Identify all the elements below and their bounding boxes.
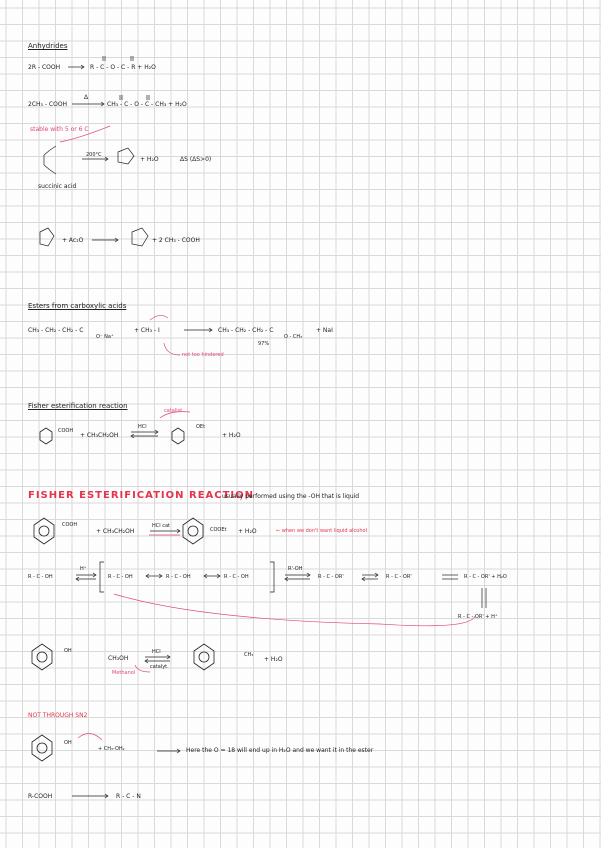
fb-condition: HCl cat [152, 523, 171, 529]
sn2-reagent: + CH₃-OH₂ [98, 746, 125, 752]
rxn3-water: + H₂O [140, 156, 159, 163]
fisher-small-acid: COOH [58, 428, 74, 434]
mech-tetrahedral-2: R - C - OR' [386, 574, 412, 580]
rxn3-entropy-note: ΔS (ΔS>0) [180, 156, 212, 163]
catalyst-note: catalist [164, 408, 183, 414]
esters-heading: Esters from carboxylic acids [28, 302, 127, 310]
mech-resonance-3: R - C - OH [224, 574, 249, 580]
fb-note: ← when we don't want liquid alcohol [276, 528, 367, 534]
benzoic-oh: OH [64, 648, 72, 654]
fb-acid: COOH [62, 522, 78, 528]
fisher-small-byproduct: + H₂O [222, 432, 241, 439]
methanol-formula: CH₃OH [108, 655, 129, 662]
cond2-bottom: catalyt. [150, 664, 169, 670]
fb-byproduct: + H₂O [238, 528, 257, 535]
rxn4-right: + 2 CH₃ - COOH [152, 237, 200, 244]
rxn4-reagent: + Ac₂O [62, 237, 84, 244]
rxn2-right: CH₃ - C - O - C - CH₃ + H₂O [107, 101, 187, 108]
fisher-big-heading: FISHER ESTERIFICATION REACTION [28, 490, 255, 501]
anhydrides-heading: Anhydrides [28, 42, 68, 50]
sn2-benzoic-oh: OH [64, 740, 72, 746]
fisher-small-heading: Fisher esterification reaction [28, 402, 128, 410]
methyl-ester: CH₃ [244, 652, 254, 658]
fb-product: COOEt [210, 527, 227, 533]
last-left: R-COOH [28, 793, 53, 800]
sn2-explanation: Here the O = 18 will end up in H₂O and we want it in the ester [186, 747, 374, 754]
fisher-small-ester: OEt [196, 424, 206, 430]
methanol-label: Methanol [112, 670, 136, 676]
fisher-small-condition: HCl [138, 424, 147, 430]
esters-right-sub: O - CH₃ [284, 334, 303, 340]
fisher-small-reagent: + CH₃CH₂OH [80, 432, 119, 439]
stable-note: stable with 5 or 6 C [30, 126, 89, 133]
mech-resonance-1: R - C - OH [108, 574, 133, 580]
fb-reagent: + CH₃CH₂OH [96, 528, 135, 535]
esters-yield: 97% [258, 341, 270, 347]
mech-h-plus: H⁺ [80, 566, 87, 572]
rxn1-left: 2R - COOH [28, 64, 61, 71]
mech-resonance-2: R - C - OH [166, 574, 191, 580]
rxn2-condition: Δ [84, 94, 89, 101]
rxn2-left: 2CH₃ - COOH [28, 101, 68, 108]
succinic-acid-label: succinic acid [38, 183, 77, 190]
mech-end: R - C - OR' + H₂O [464, 574, 507, 580]
mech-start: R - C - OH [28, 574, 53, 580]
mech-tetrahedral-1: R - C - OR' [318, 574, 344, 580]
sn2-heading: NOT THROUGH SN2 [28, 712, 88, 719]
rxn3-condition: 200°C [86, 152, 102, 158]
esters-right: CH₃ - CH₂ - CH₂ - C [218, 327, 274, 334]
esters-note: not too hindered [182, 352, 224, 358]
mech-final: R - C - OR' + H⁺ [458, 614, 498, 620]
rxn1-right: R - C - O - C - R + H₂O [90, 64, 156, 71]
cond2-top: HCl [152, 649, 161, 655]
byproduct2: + H₂O [264, 656, 283, 663]
esters-byproduct: + NaI [316, 327, 333, 334]
esters-left: CH₃ - CH₂ - CH₂ - C [28, 327, 84, 334]
esters-left-ion: O⁻ Na⁺ [96, 334, 114, 340]
last-right: R - C - N [116, 793, 141, 800]
mech-step-label: R'-OH [288, 566, 303, 572]
esters-reagent: + CH₃ - I [134, 327, 160, 334]
fisher-big-subtitle: usually performed using the -OH that is liquid [222, 493, 360, 500]
